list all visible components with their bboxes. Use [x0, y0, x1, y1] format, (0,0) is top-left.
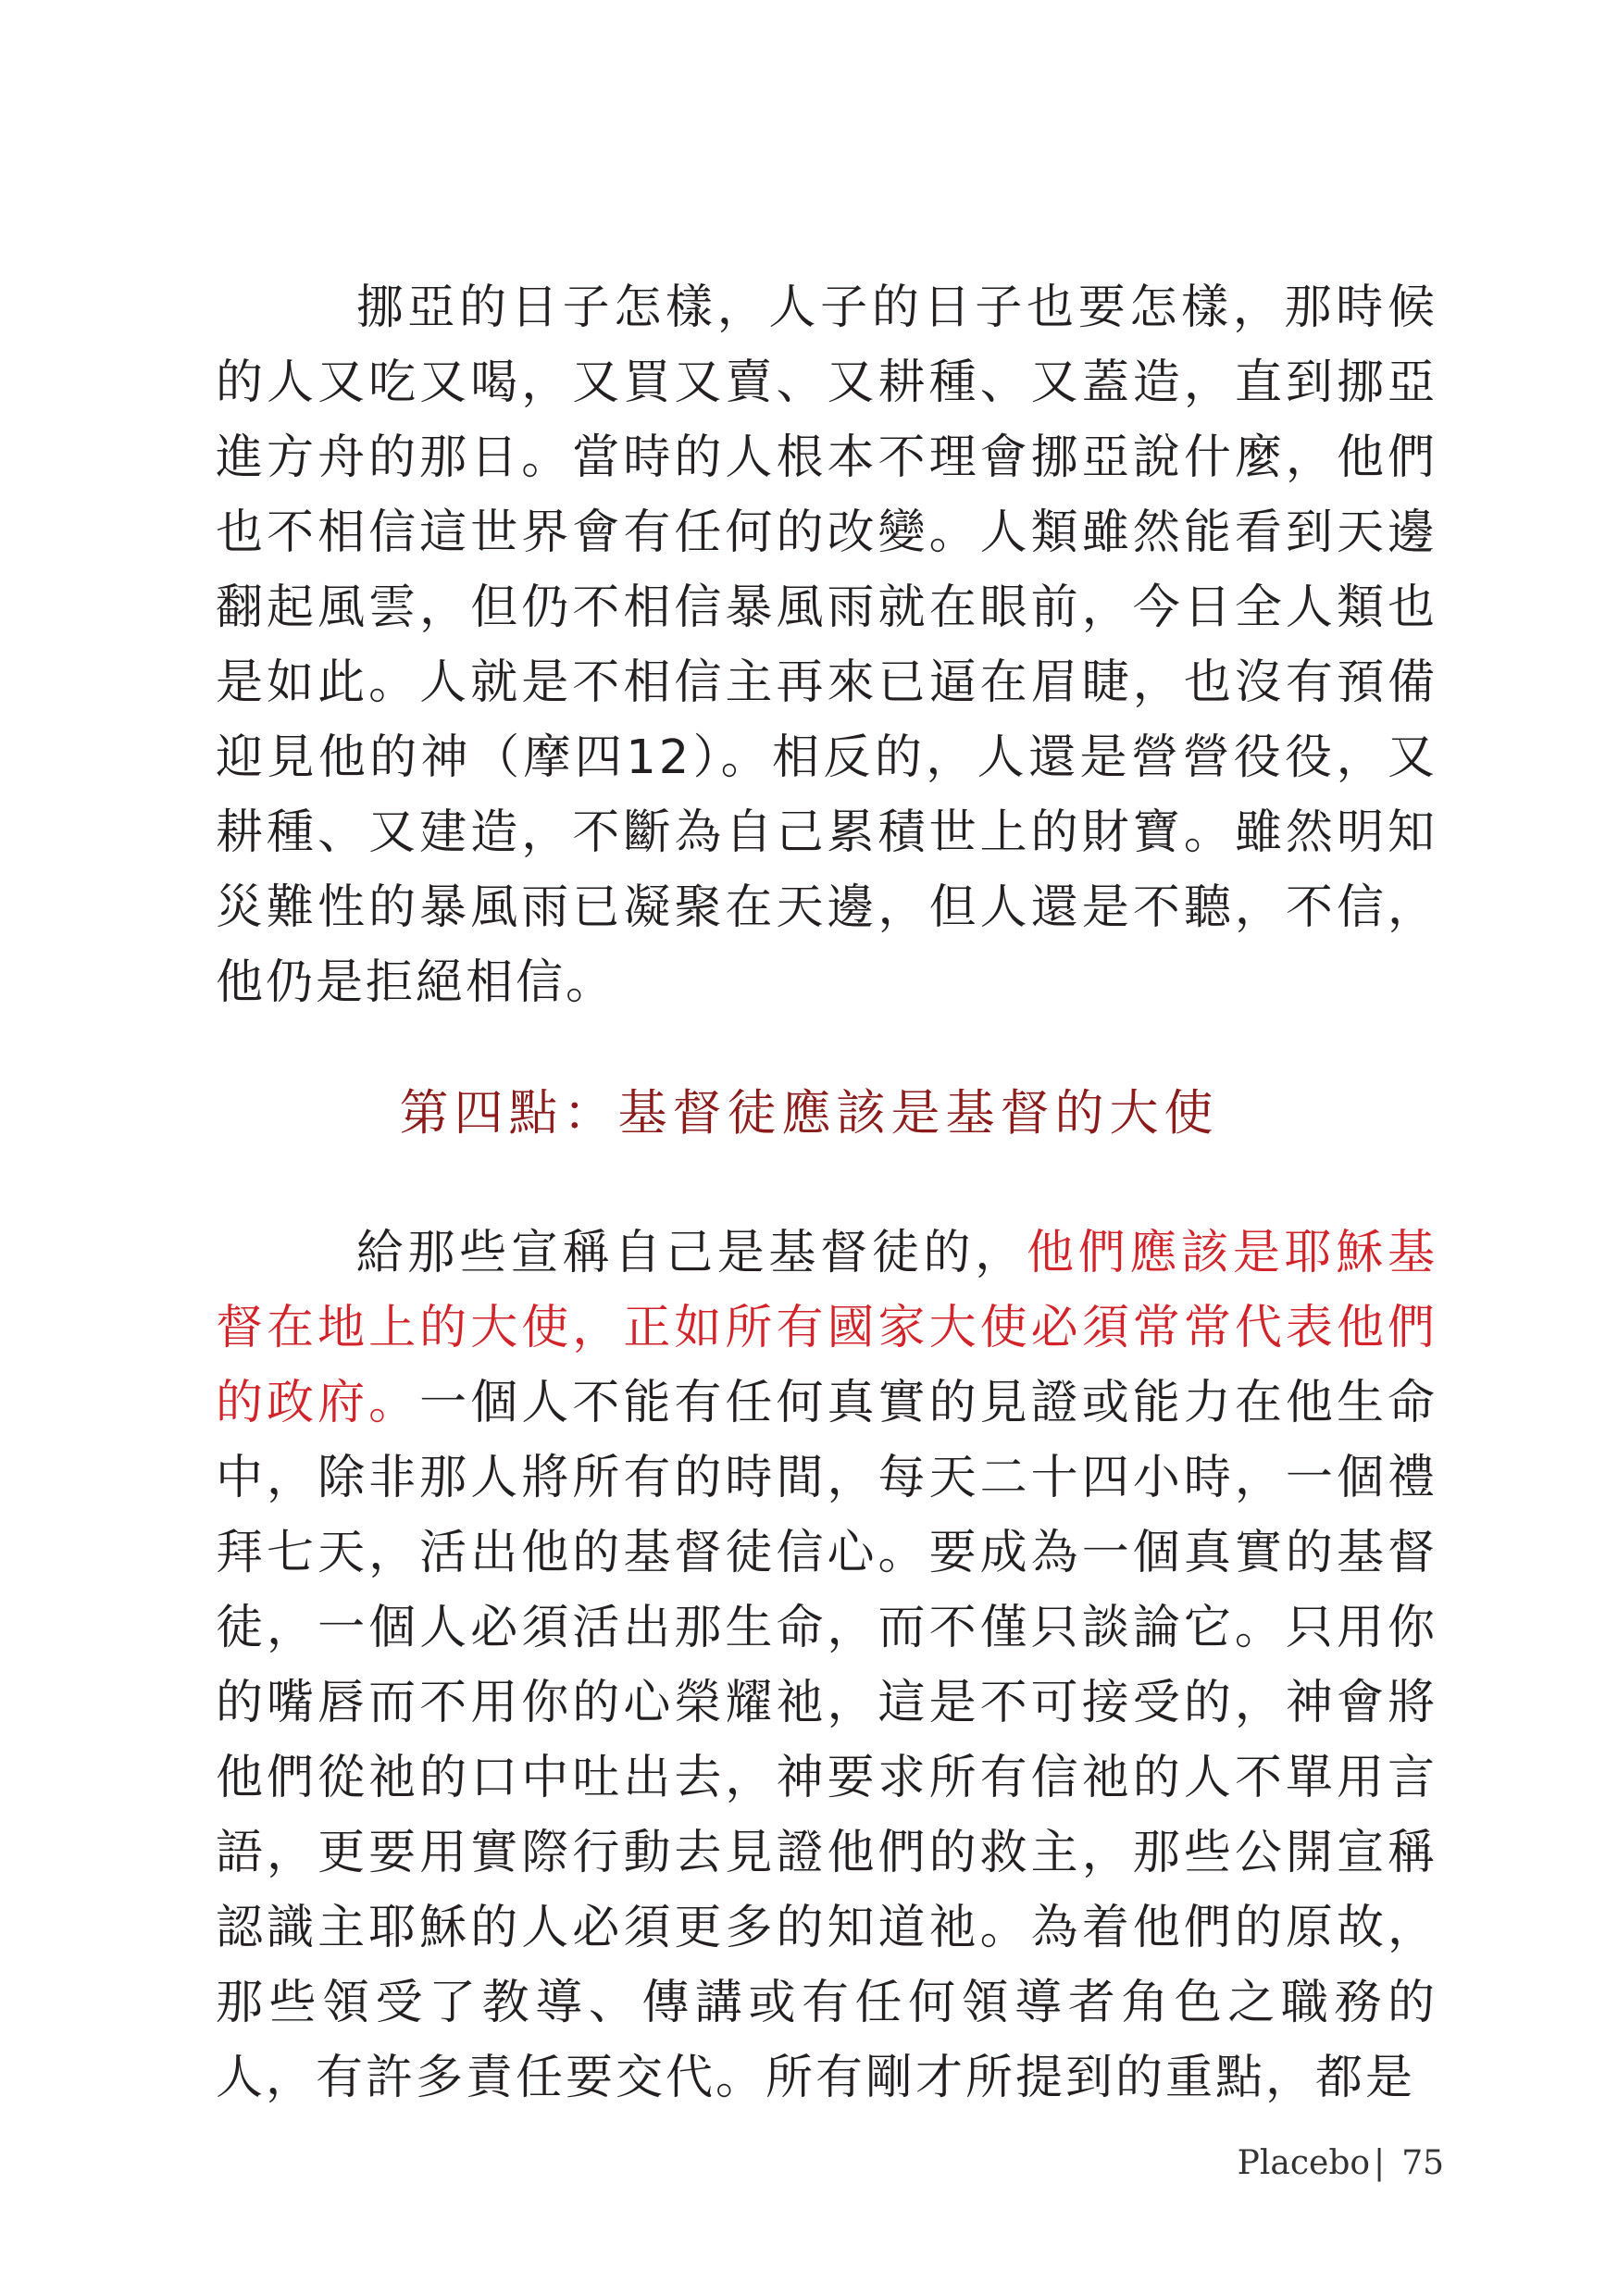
- paragraph-ambassador: [216, 1216, 1438, 2115]
- footer-separator: |: [1374, 2144, 1386, 2182]
- paragraph-noah-text: 挪亞的日子怎樣，人子的日子也要怎樣，那時候的人又吃又喝，又買又賣、又耕種、又蓋造，直到挪亞進方舟的那日。當時的人根本不理會挪亞說什麼，他們也不相信這世界會有任何的改變。人類雖然能看到天邊翻起風雲，但仍不相信暴風雨就在眼前，今日全人類也是如此。人就是不相信主再來已逼在眉睫，也沒有預備迎見他的神（摩四12）。相反的，人還是營營役役，又耕種、又建造，不斷為自己累積世上的財寶。雖然明知災難性的暴風雨已凝聚在天邊，但人還是不聽，不信，他仍是拒絕相信。: [216, 281, 1438, 1010]
- paragraph-noah: [216, 270, 1438, 1020]
- paragraph-ambassador-lead: 給那些宣稱自己是基督徒的，: [355, 1226, 1027, 1280]
- page-footer: [1238, 2140, 1444, 2187]
- paragraph-ambassador-highlight: 他們應該是耶穌基督在地上的大使，正如所有國家大使必須常常代表他們的政府。: [216, 1226, 1438, 1430]
- page-number: 75: [1401, 2144, 1444, 2182]
- paragraph-ambassador-rest: 一個人不能有任何真實的見證或能力在他生命中，除非那人將所有的時間，每天二十四小時，一個禮拜七天，活出他的基督徒信心。要成為一個真實的基督徒，一個人必須活出那生命，而不僅只談論它。只用你的嘴唇而不用你的心榮耀祂，這是不可接受的，神會將他們從祂的口中吐出去，神要求所有信祂的人不單用言語，更要用實際行動去見證他們的救主，那些公開宣稱認識主耶穌的人必須更多的知道祂。為着他們的原故，那些領受了教導、傳講或有任何領導者角色之職務的人，有許多責任要交代。所有剛才所提到的重點，都是: [216, 1376, 1438, 2105]
- running-title: Placebo: [1237, 2144, 1371, 2182]
- section-heading: 第四點：基督徒應該是基督的大使: [399, 1085, 1219, 1142]
